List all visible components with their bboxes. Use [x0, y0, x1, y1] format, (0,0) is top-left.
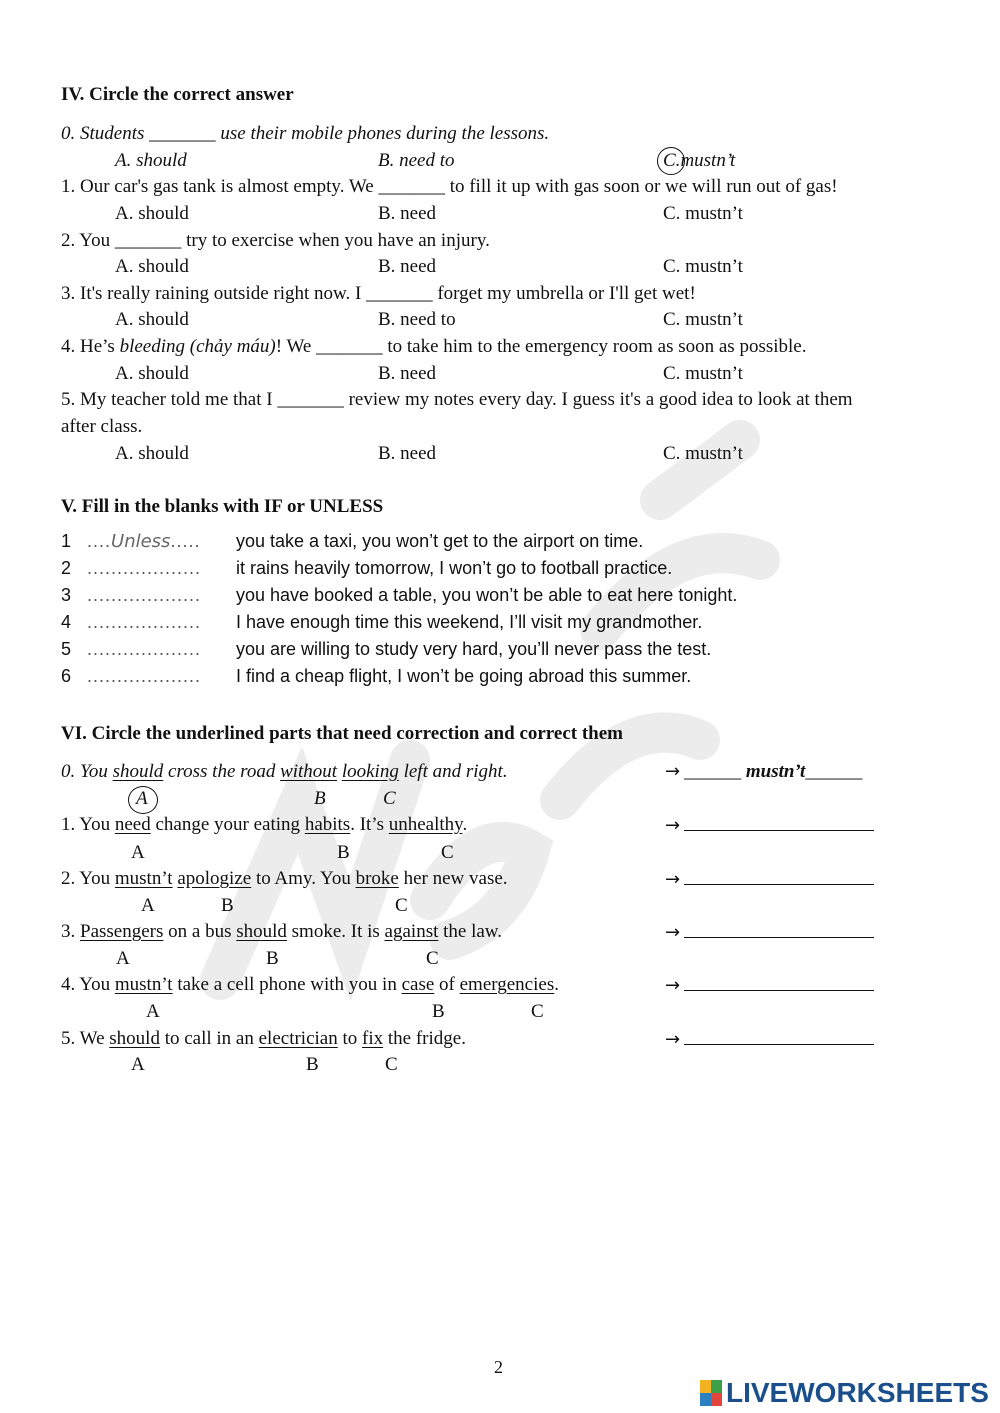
- fill-item-1-text: you take a taxi, you won’t get to the airport on time.: [236, 531, 644, 551]
- q5-option-a[interactable]: A. should: [115, 443, 189, 464]
- correction-q3: [61, 921, 502, 943]
- fill-item-3-number: 3: [61, 585, 72, 605]
- q3-label-a: A: [116, 948, 130, 969]
- q4-option-c[interactable]: C. mustn’t: [663, 363, 743, 384]
- fill-item-6-number: 6: [61, 666, 72, 686]
- fill-item-5-number: 5: [61, 639, 72, 659]
- liveworksheets-logo[interactable]: [700, 1376, 989, 1410]
- q1-seg-4: .: [462, 814, 468, 835]
- q3-answer-blank[interactable]: [684, 921, 874, 938]
- example-option-c-letter: C.: [663, 150, 681, 171]
- q1-label-b: B: [337, 842, 350, 863]
- q1-seg-2: change your eating: [150, 814, 305, 835]
- q1-answer-row: [665, 814, 874, 836]
- fill-item-3-blank[interactable]: ...................: [87, 585, 202, 605]
- q4-seg-2: take a cell phone with you in: [172, 974, 402, 995]
- section-6-heading: VI. Circle the underlined parts that need correction and correct them: [61, 723, 623, 744]
- ex-label-c: C: [383, 788, 396, 809]
- ex-answer-pre: ______: [684, 761, 746, 782]
- ex-underlined-b: without: [280, 761, 338, 782]
- q5-option-b[interactable]: B. need: [378, 443, 437, 464]
- q3-underlined-c[interactable]: against: [384, 921, 439, 942]
- fill-item-5-text: you are willing to study very hard, you’ll never pass the test.: [236, 639, 712, 659]
- fill-item-1-answer[interactable]: Unless: [111, 531, 171, 552]
- question-4: [61, 336, 806, 358]
- correction-q2: [61, 868, 508, 890]
- question-5-cont: after class.: [61, 416, 143, 437]
- question-5: 5. My teacher told me that I _______ review my notes every day. I guess it's a good idea to look at them: [61, 389, 853, 410]
- q4-answer-row: [665, 974, 874, 996]
- question-1: 1. Our car's gas tank is almost empty. We _______ to fill it up with gas soon or we will run out of gas!: [61, 176, 838, 197]
- ex-answer-post: ______: [805, 761, 863, 782]
- example-question: 0. Students _______ use their mobile phones during the lessons.: [61, 123, 550, 144]
- fill-item-6: [61, 666, 692, 687]
- q5-underlined-c[interactable]: fix: [362, 1028, 384, 1049]
- q5-answer-blank[interactable]: [684, 1028, 874, 1045]
- fill-item-4: [61, 612, 703, 633]
- q5-seg-4: the fridge.: [383, 1028, 466, 1049]
- ex-seg-1: 0. You: [61, 761, 113, 782]
- logo-text: LIVEWORKSHEETS: [726, 1377, 989, 1408]
- q3-label-c: C: [426, 948, 439, 969]
- q1-option-c[interactable]: C. mustn’t: [663, 203, 743, 224]
- q5-seg-1: 5. We: [61, 1028, 110, 1049]
- logo-icon: [700, 1380, 722, 1406]
- q2-answer-row: [665, 868, 874, 890]
- example-option-b: B. need to: [378, 150, 455, 171]
- q3-option-c[interactable]: C. mustn’t: [663, 309, 743, 330]
- q2-answer-blank[interactable]: [684, 868, 874, 885]
- q3-seg-3: smoke. It is: [286, 921, 385, 942]
- correction-q4: [61, 974, 559, 996]
- q2-underlined-b[interactable]: apologize: [177, 868, 252, 889]
- q1-option-a[interactable]: A. should: [115, 203, 189, 224]
- fill-item-5: [61, 639, 712, 660]
- q1-seg-3: . It’s: [350, 814, 389, 835]
- fill-item-6-blank[interactable]: ...................: [87, 666, 202, 686]
- fill-item-6-text: I find a cheap flight, I won’t be going abroad this summer.: [236, 666, 692, 686]
- fill-item-3-text: you have booked a table, you won’t be able to eat here tonight.: [236, 585, 738, 605]
- ex-seg-4: left and right.: [398, 761, 508, 782]
- q2-label-b: B: [221, 895, 234, 916]
- q5-seg-3: to: [337, 1028, 363, 1049]
- question-4-post: ! We _______ to take him to the emergency room as soon as possible.: [275, 336, 807, 357]
- q3-label-b: B: [266, 948, 279, 969]
- q1-option-b[interactable]: B. need: [378, 203, 437, 224]
- correction-q5: [61, 1028, 466, 1050]
- ex-underlined-c: looking: [341, 761, 399, 782]
- q2-label-c: C: [395, 895, 408, 916]
- fill-item-2-blank[interactable]: ...................: [87, 558, 202, 578]
- q2-seg-1: 2. You: [61, 868, 115, 889]
- q2-option-c[interactable]: C. mustn’t: [663, 256, 743, 277]
- ex-answer-word: mustn’t: [745, 761, 806, 782]
- arrow-icon: →: [665, 761, 681, 782]
- correction-q1: [61, 814, 467, 836]
- q4-option-b[interactable]: B. need: [378, 363, 437, 384]
- fill-item-2-text: it rains heavily tomorrow, I won’t go to football practice.: [236, 558, 673, 578]
- q4-seg-3: of: [434, 974, 460, 995]
- q4-underlined-c[interactable]: emergencies: [459, 974, 555, 995]
- fill-item-2: [61, 558, 673, 579]
- ex-seg-2: cross the road: [163, 761, 281, 782]
- q4-label-a: A: [146, 1001, 160, 1022]
- fill-item-1-number: 1: [61, 531, 72, 551]
- fill-item-5-blank[interactable]: ...................: [87, 639, 202, 659]
- fill-item-1: [61, 531, 644, 552]
- example-option-c-text: mustn’t: [680, 150, 736, 171]
- q2-underlined-a[interactable]: mustn’t: [114, 868, 173, 889]
- q1-answer-blank[interactable]: [684, 814, 874, 831]
- q4-label-b: B: [432, 1001, 445, 1022]
- q5-label-b: B: [306, 1054, 319, 1075]
- q2-underlined-c[interactable]: broke: [355, 868, 399, 889]
- page-number: 2: [494, 1357, 503, 1377]
- fill-item-4-text: I have enough time this weekend, I’ll visit my grandmother.: [236, 612, 703, 632]
- q5-seg-2: to call in an: [159, 1028, 259, 1049]
- q3-answer-row: [665, 921, 874, 943]
- q3-option-b[interactable]: B. need to: [378, 309, 456, 330]
- q4-seg-1: 4. You: [61, 974, 115, 995]
- q1-underlined-b[interactable]: habits: [304, 814, 351, 835]
- ex-label-b: B: [314, 788, 326, 809]
- q2-label-a: A: [141, 895, 155, 916]
- q1-underlined-a[interactable]: need: [114, 814, 151, 835]
- q3-option-a[interactable]: A. should: [115, 309, 189, 330]
- q1-label-a: A: [131, 842, 145, 863]
- fill-item-1-dots-right: .....: [170, 531, 201, 551]
- q4-answer-blank[interactable]: [684, 974, 874, 991]
- q2-option-b[interactable]: B. need: [378, 256, 437, 277]
- fill-item-1-dots-left: ....: [87, 531, 112, 551]
- arrow-icon: →: [665, 922, 681, 943]
- q4-underlined-b[interactable]: case: [401, 974, 435, 995]
- section-5-heading: V. Fill in the blanks with IF or UNLESS: [61, 496, 384, 517]
- fill-item-4-number: 4: [61, 612, 72, 632]
- fill-item-2-number: 2: [61, 558, 72, 578]
- q3-underlined-b[interactable]: should: [236, 921, 287, 942]
- q3-seg-1: 3.: [61, 921, 80, 942]
- question-2: 2. You _______ try to exercise when you have an injury.: [61, 230, 490, 251]
- question-4-pre: 4. He’s: [61, 336, 120, 357]
- q5-option-c[interactable]: C. mustn’t: [663, 443, 743, 464]
- q2-option-a[interactable]: A. should: [115, 256, 189, 277]
- example-answer: [665, 761, 862, 783]
- q3-seg-2: on a bus: [163, 921, 237, 942]
- section-4-heading: IV. Circle the correct answer: [61, 84, 294, 105]
- ex-label-a: A: [136, 788, 148, 809]
- q5-label-a: A: [131, 1054, 145, 1075]
- ex-underlined-a: should: [112, 761, 164, 782]
- correction-example: [61, 761, 508, 783]
- arrow-icon: →: [665, 1029, 681, 1050]
- q2-seg-4: her new vase.: [398, 868, 508, 889]
- q4-option-a[interactable]: A. should: [115, 363, 189, 384]
- q5-underlined-a[interactable]: should: [109, 1028, 160, 1049]
- q1-underlined-c[interactable]: unhealthy: [388, 814, 463, 835]
- q3-seg-4: the law.: [438, 921, 503, 942]
- example-option-c: [663, 150, 735, 172]
- arrow-icon: →: [665, 975, 681, 996]
- q2-seg-3: to Amy. You: [251, 868, 356, 889]
- arrow-icon: →: [665, 869, 681, 890]
- fill-item-3: [61, 585, 738, 606]
- q5-answer-row: [665, 1028, 874, 1050]
- q1-seg-1: 1. You: [61, 814, 115, 835]
- q3-underlined-a[interactable]: Passengers: [80, 921, 164, 942]
- q5-underlined-b[interactable]: electrician: [258, 1028, 338, 1049]
- q4-underlined-a[interactable]: mustn’t: [114, 974, 173, 995]
- question-4-italic: bleeding (chảy máu): [119, 336, 276, 357]
- example-option-a: A. should: [115, 150, 187, 171]
- question-3: 3. It's really raining outside right now. I _______ forget my umbrella or I'll get wet!: [61, 283, 696, 304]
- arrow-icon: →: [665, 815, 681, 836]
- q4-label-c: C: [531, 1001, 544, 1022]
- q4-seg-4: .: [554, 974, 559, 995]
- q1-label-c: C: [441, 842, 454, 863]
- q5-label-c: C: [385, 1054, 398, 1075]
- fill-item-4-blank[interactable]: ...................: [87, 612, 202, 632]
